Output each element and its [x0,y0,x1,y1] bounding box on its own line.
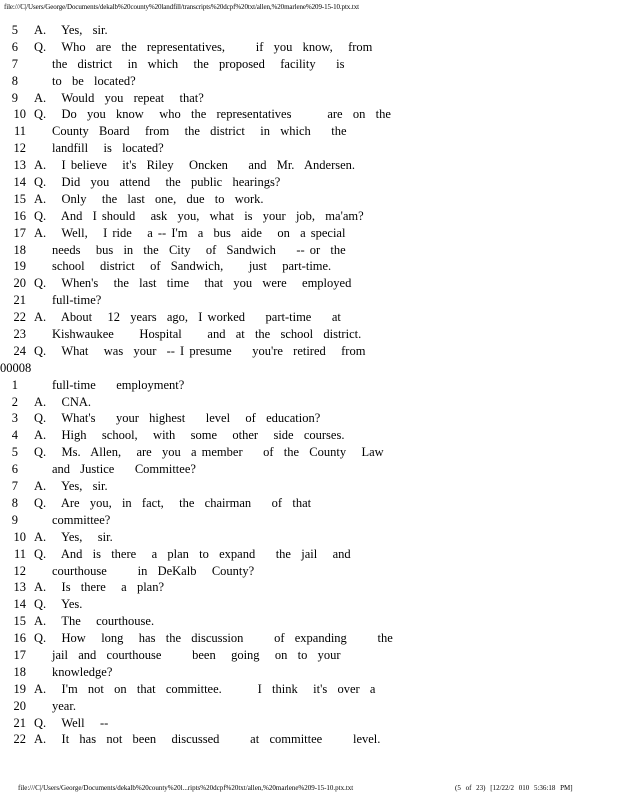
speaker-label: Q. [34,411,47,426]
line-content: landfill is located? [52,141,164,156]
line-content: What's your highest level of education? [61,411,321,426]
line-number: 5 [11,445,18,460]
speaker-label: A. [34,614,47,629]
line-number: 14 [13,597,26,612]
line-number: 7 [11,56,18,71]
line-text [52,512,110,529]
line-number: 19 [13,259,26,274]
speaker-label: A. [34,394,47,409]
line-content: committee? [52,512,111,527]
footer-file-path: file:///C|/Users/George/Documents/dekalb%20county%20l...ripts%20dcpf%20txt/allen,%20marlene%209-15-10.ptx.txt [18,784,354,792]
line-number: 9 [11,90,18,105]
speaker-label: Q. [34,107,47,122]
speaker-label: A. [34,90,47,105]
line-content: full-time employment? [52,377,185,392]
transcript-block-page8 [4,377,604,749]
line-text [52,140,164,157]
line-text [34,613,154,630]
line-number: 11 [13,124,26,139]
line-content: Only the last one, due to work. [61,191,264,206]
speaker-label: Q. [34,39,47,54]
line-content: Did you attend the public hearings? [61,175,281,190]
line-text [34,394,91,411]
line-text [34,495,311,512]
line-number: 1 [11,377,18,392]
transcript-page [0,22,604,748]
line-number: 2 [11,394,18,409]
line-number: 15 [13,614,26,629]
line-text [34,681,375,698]
transcript-line [4,275,604,292]
transcript-line [4,478,604,495]
line-number: 23 [13,327,26,342]
transcript-line [4,563,604,580]
transcript-line [4,140,604,157]
line-content: needs bus in the City of Sandwich -- or the [52,242,346,257]
line-text [52,56,344,73]
line-number: 22 [13,310,26,325]
file-path-header: file:///C|/Users/George/Documents/dekalb%20county%20landfill/transcripts%20dcpf%20txt/allen,%20marlene%209-15-10.ptx.txt [4,3,359,11]
line-text [34,444,384,461]
transcript-line [4,309,604,326]
line-number: 15 [13,191,26,206]
speaker-label: A. [34,529,47,544]
line-number: 3 [11,411,18,426]
page-marker: 00008 [0,360,32,375]
line-content: year. [52,698,76,713]
transcript-line [4,73,604,90]
line-content: and Justice Committee? [52,462,196,477]
line-content: courthouse in DeKalb County? [52,563,255,578]
line-text [52,123,347,140]
line-content: It has not been discussed at committee level. [61,732,381,747]
transcript-line [4,225,604,242]
line-number: 9 [11,512,18,527]
speaker-label: Q. [34,208,47,223]
line-number: 16 [13,631,26,646]
transcript-line [4,698,604,715]
transcript-line [4,123,604,140]
line-text [52,377,184,394]
speaker-label: A. [34,225,47,240]
speaker-label: A. [34,310,47,325]
line-text [52,326,361,343]
line-number: 19 [13,681,26,696]
transcript-line [4,377,604,394]
line-text [52,73,136,90]
line-text [52,664,112,681]
transcript-line [4,630,604,647]
speaker-label: Q. [34,715,47,730]
speaker-label: A. [34,23,47,37]
transcript-line [4,596,604,613]
line-content: When's the last time that you were employed [61,276,352,291]
line-content: Who are the representatives, if you know, from [61,39,373,54]
line-text [34,309,341,326]
transcript-line [4,106,604,123]
transcript-line [4,326,604,343]
line-number: 14 [13,175,26,190]
line-content: And is there a plan to expand the jail and [60,546,351,561]
line-text [52,698,76,715]
speaker-label: Q. [34,175,47,190]
transcript-line [4,90,604,107]
transcript-line [4,529,604,546]
line-number: 11 [13,546,26,561]
transcript-line [4,191,604,208]
transcript-line [4,546,604,563]
transcript-line [4,56,604,73]
line-number: 4 [11,428,18,443]
transcript-line [4,444,604,461]
line-text [34,410,320,427]
speaker-label: Q. [34,495,47,510]
line-content: Is there a plan? [61,580,165,595]
line-number: 21 [13,293,26,308]
transcript-line [4,39,604,56]
line-content: the district in which the proposed facility is [52,56,345,71]
line-text [34,579,164,596]
line-content: Yes, sir. [61,23,108,37]
speaker-label: A. [34,681,47,696]
line-content: Well -- [61,715,109,730]
line-text [34,478,108,495]
line-text [34,529,113,546]
footer-page-info: (5 of 23) [12/22/2 010 5:36:18 PM] [455,784,573,792]
transcript-line [4,174,604,191]
line-text [34,715,108,732]
line-content: About 12 years ago, I worked part-time at [60,310,341,325]
transcript-line [4,22,604,39]
line-number: 13 [13,580,26,595]
line-text [34,275,351,292]
transcript-line [4,731,604,748]
speaker-label: Q. [34,445,47,460]
line-text [52,292,101,309]
line-number: 8 [11,73,18,88]
line-content: Would you repeat that? [61,90,204,105]
speaker-label: Q. [34,631,47,646]
line-number: 22 [13,732,26,747]
transcript-line [4,664,604,681]
line-number: 21 [13,715,26,730]
line-number: 20 [13,698,26,713]
line-text [34,731,380,748]
speaker-label: A. [34,428,47,443]
line-content: Are you, in fact, the chairman of that [60,495,312,510]
transcript-line [4,647,604,664]
line-text [34,546,351,563]
line-content: knowledge? [52,664,113,679]
line-content: full-time? [52,293,102,308]
line-text [52,258,331,275]
line-content: How long has the discussion of expanding the [61,631,393,646]
speaker-label: Q. [34,343,47,358]
line-number: 24 [13,343,26,358]
transcript-line [4,242,604,259]
line-content: Yes, sir. [61,529,113,544]
line-text [34,106,391,123]
transcript-block-page7 [4,22,604,360]
transcript-line [4,613,604,630]
speaker-label: A. [34,191,47,206]
line-text [34,157,355,174]
line-content: County Board from the district in which the [52,124,347,139]
line-content: The courthouse. [61,614,155,629]
line-number: 7 [11,479,18,494]
line-content: Ms. Allen, are you a member of the County Law [61,445,384,460]
line-text [52,461,196,478]
transcript-line [4,258,604,275]
transcript-line [4,292,604,309]
line-number: 10 [13,529,26,544]
line-text [34,174,280,191]
line-text [52,242,346,259]
line-number: 6 [11,462,18,477]
line-number: 12 [13,141,26,156]
line-number: 13 [13,158,26,173]
line-number: 6 [11,39,18,54]
line-text [34,343,365,360]
line-text [34,191,264,208]
transcript-line [4,461,604,478]
line-text [34,225,345,242]
line-content: jail and courthouse been going on to your [52,647,341,662]
line-content: Kishwaukee Hospital and at the school district. [52,327,362,342]
line-text [34,90,204,107]
line-number: 8 [11,495,18,510]
line-content: I'm not on that committee. I think it's over a [61,681,376,696]
line-content: to be located? [52,73,136,88]
speaker-label: A. [34,479,47,494]
speaker-label: A. [34,732,47,747]
transcript-line [4,512,604,529]
line-content: CNA. [61,394,92,409]
transcript-line [4,157,604,174]
transcript-line [4,410,604,427]
line-number: 18 [13,664,26,679]
line-text [34,22,108,39]
line-text [34,208,364,225]
line-content: Yes. [61,597,83,612]
line-text [34,39,372,56]
transcript-line [4,208,604,225]
line-text [52,563,254,580]
line-number: 5 [11,23,18,37]
transcript-line [4,579,604,596]
transcript-line [4,343,604,360]
line-content: Yes, sir. [61,479,108,494]
transcript-line [4,715,604,732]
line-number: 16 [13,208,26,223]
line-text [34,427,344,444]
line-number: 17 [13,225,26,240]
line-text [34,596,82,613]
transcript-line [4,427,604,444]
line-content: Well, I ride a -- I'm a bus aide on a special [61,225,346,240]
transcript-line [4,681,604,698]
line-number: 18 [13,242,26,257]
speaker-label: Q. [34,276,47,291]
line-text [52,647,341,664]
line-number: 17 [13,647,26,662]
line-text [34,630,393,647]
speaker-label: A. [34,158,47,173]
transcript-line [4,394,604,411]
speaker-label: Q. [34,597,47,612]
line-content: Do you know who the representatives are on the [61,107,391,122]
line-content: What was your -- I presume you're retired from [61,343,366,358]
line-content: school district of Sandwich, just part-time. [52,259,332,274]
line-number: 12 [13,563,26,578]
line-content: High school, with some other side courses. [61,428,345,443]
line-number: 10 [13,107,26,122]
speaker-label: Q. [34,546,47,561]
line-content: I believe it's Riley Oncken and Mr. Andersen. [61,158,356,173]
transcript-line [4,495,604,512]
line-number: 20 [13,276,26,291]
line-content: And I should ask you, what is your job, ma'am? [60,208,364,223]
speaker-label: A. [34,580,47,595]
